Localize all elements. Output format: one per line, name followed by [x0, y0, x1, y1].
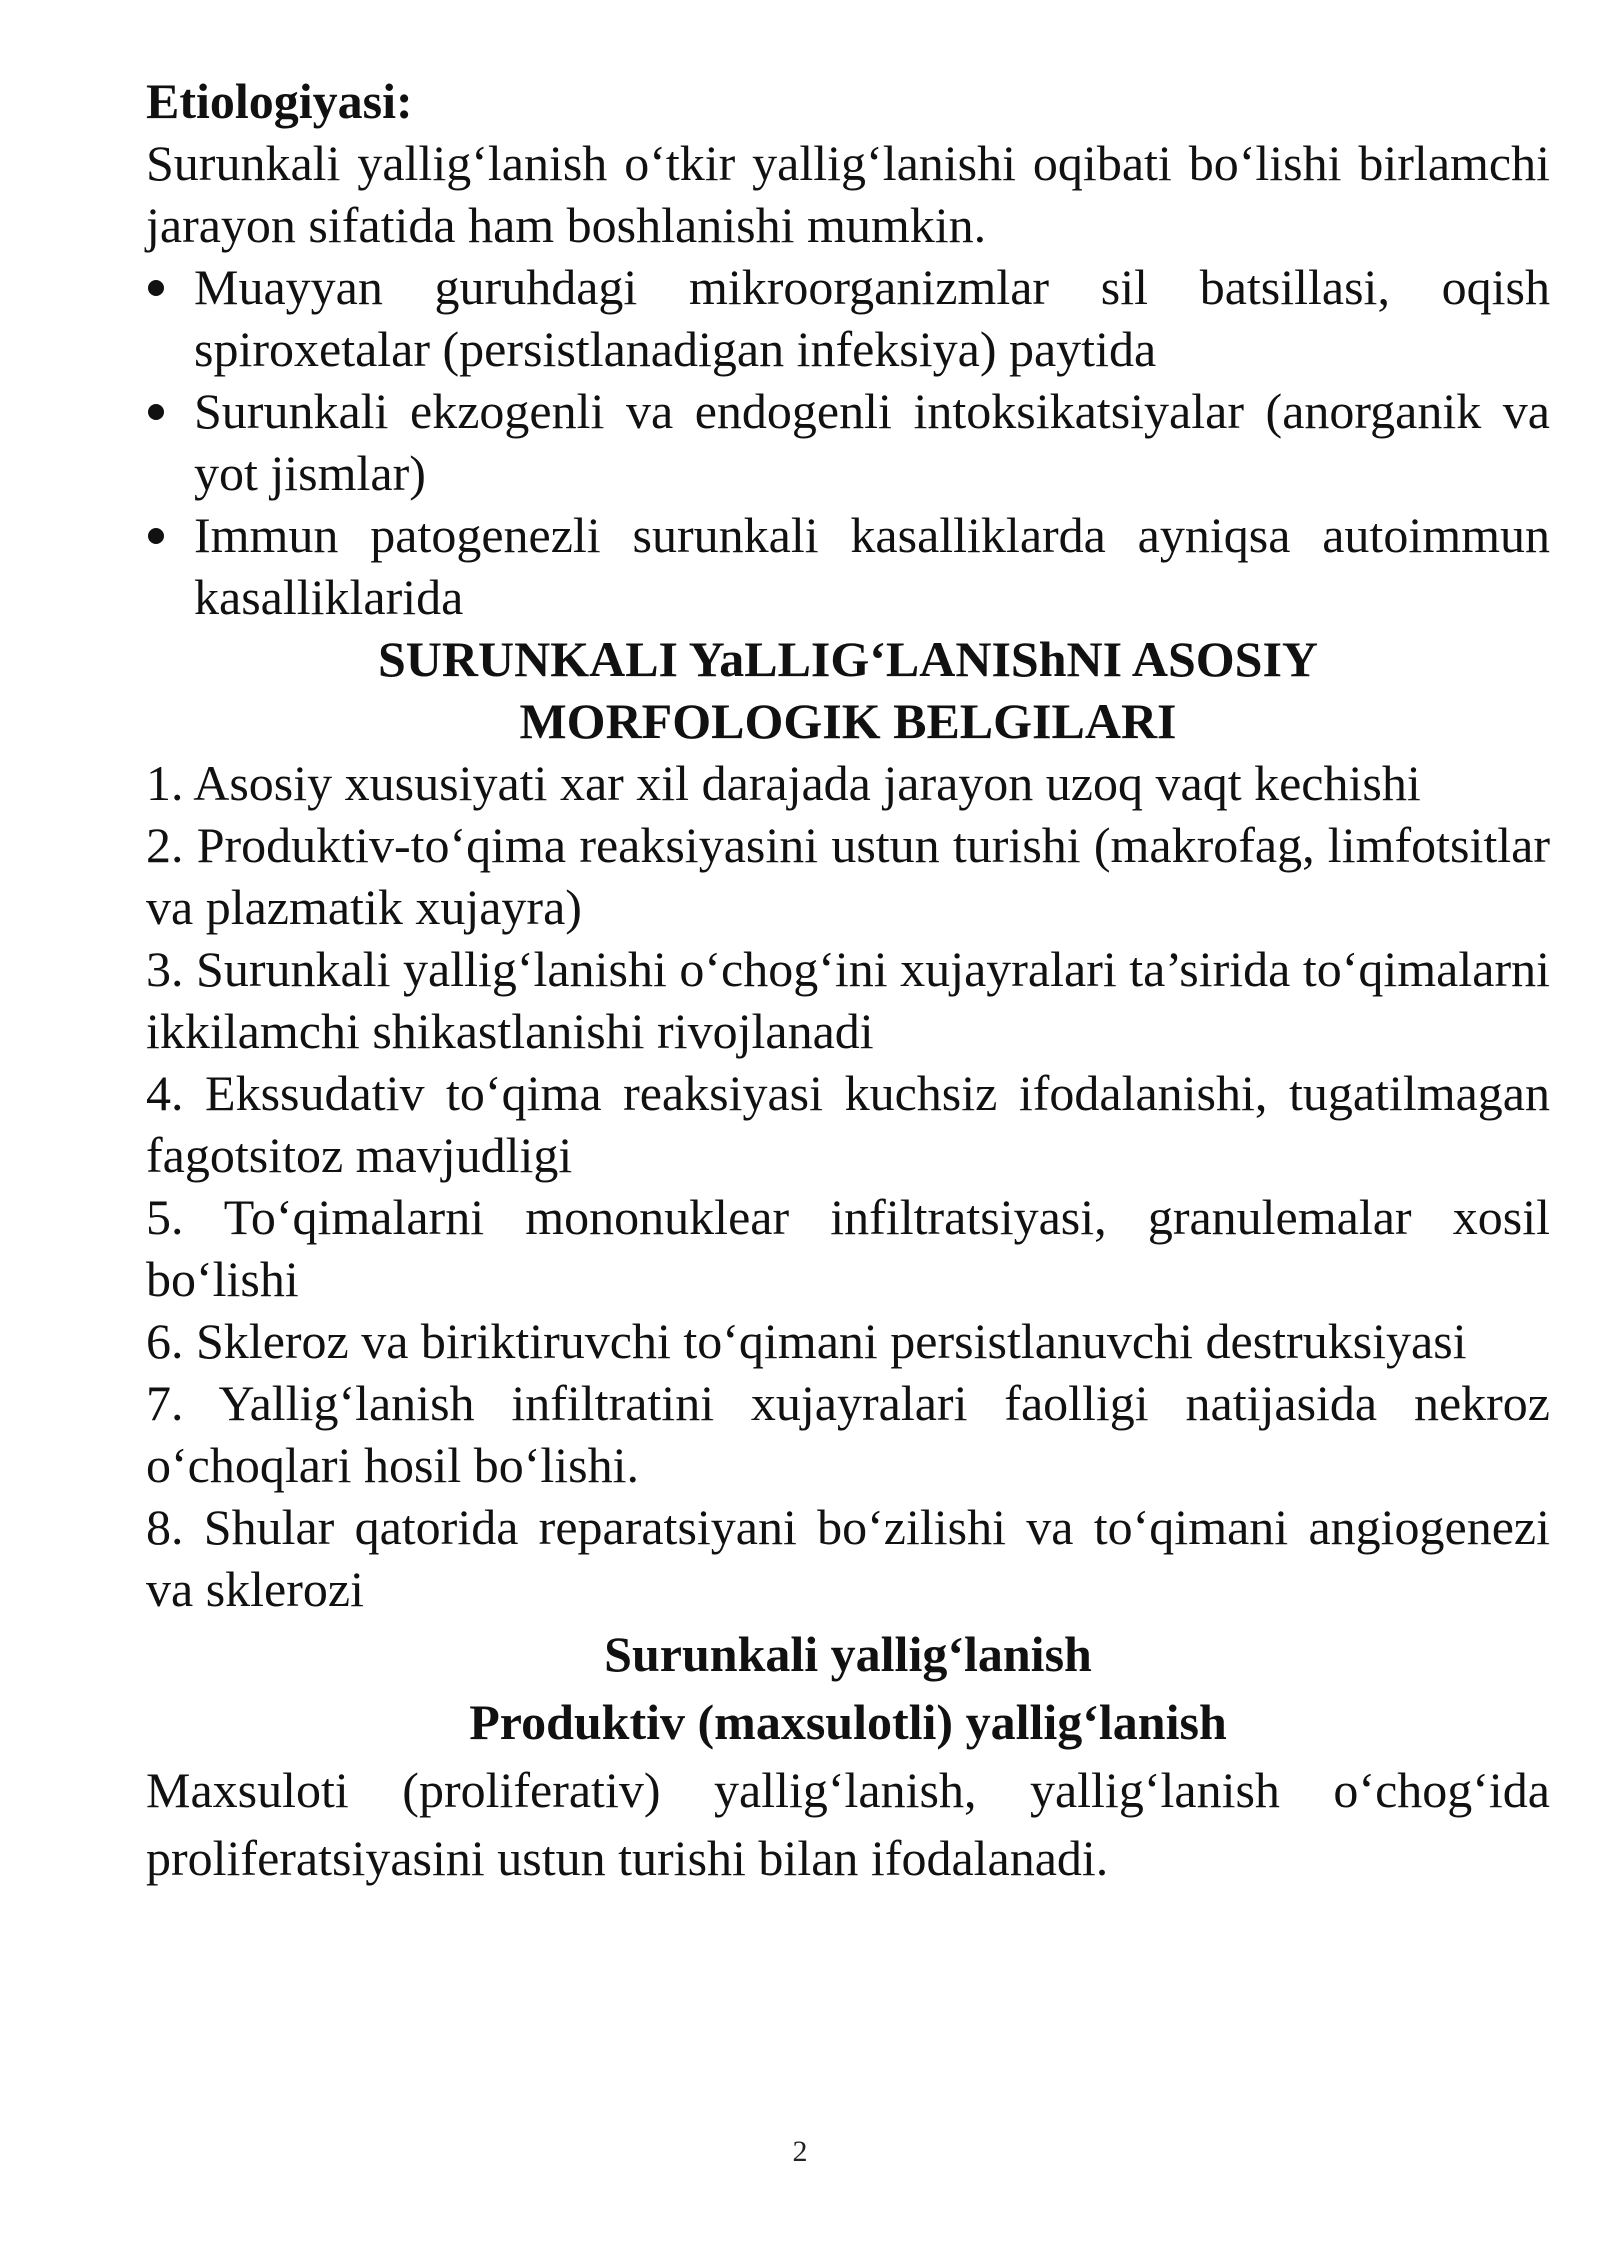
document-page [146, 70, 1550, 1892]
page-number: 2 [792, 2135, 808, 2168]
etiology-bullet-text: Immun patogenezli surunkali kasalliklarda ayniqsa autoimmun kasalliklarida [194, 507, 1550, 625]
morphology-item: 3. Surunkali yallig‘lanishi o‘chog‘ini xujayralari ta’sirida to‘qimalarni ikkilamchi shikastlanishi rivojlanadi [146, 941, 1550, 1059]
productive-paragraph: Maxsuloti (proliferativ) yallig‘lanish, yallig‘lanish o‘chog‘ida proliferatsiyasini ustun turishi bilan ifodalanadi. [146, 1762, 1550, 1886]
etiology-bullet [146, 256, 1550, 380]
morphology-item: 7. Yallig‘lanish infiltratini xujayralari faolligi natijasida nekroz o‘choqlari hosil bo‘lishi. [146, 1375, 1550, 1493]
morphology-item: 2. Produktiv-to‘qima reaksiyasini ustun turishi (makrofag, limfotsitlar va plazmatik xujayra) [146, 817, 1550, 935]
etiology-heading: Etiologiyasi: [146, 73, 413, 129]
morphology-item: 6. Skleroz va biriktiruvchi to‘qimani persistlanuvchi destruksiyasi [146, 1313, 1467, 1369]
etiology-bullet-text: Surunkali ekzogenli va endogenli intoksikatsiyalar (anorganik va yot jismlar) [194, 383, 1550, 501]
morphology-item: 5. To‘qimalarni mononuklear infiltratsiyasi, granulemalar xosil bo‘lishi [146, 1189, 1550, 1307]
bullet-dot-icon [148, 528, 164, 544]
morphology-item: 1. Asosiy xususiyati xar xil darajada jarayon uzoq vaqt kechishi [146, 755, 1421, 811]
morphology-title-line2: MORFOLOGIK BELGILARI [519, 693, 1177, 749]
morphology-item: 8. Shular qatorida reparatsiyani bo‘zilishi va to‘qimani angiogenezi va sklerozi [146, 1499, 1550, 1617]
etiology-bullet-text: Muayyan guruhdagi mikroorganizmlar sil batsillasi, oqish spiroxetalar (persistlanadigan infeksiya) paytida [194, 259, 1550, 377]
etiology-bullet [146, 380, 1550, 504]
etiology-intro: Surunkali yallig‘lanish o‘tkir yallig‘lanishi oqibati bo‘lishi birlamchi jarayon sifatida ham boshlanishi mumkin. [146, 135, 1550, 253]
productive-heading-1: Surunkali yallig‘lanish [604, 1626, 1092, 1682]
morphology-item: 4. Ekssudativ to‘qima reaksiyasi kuchsiz ifodalanishi, tugatilmagan fagotsitoz mavjudligi [146, 1065, 1550, 1183]
etiology-bullet [146, 504, 1550, 628]
bullet-dot-icon [148, 404, 164, 420]
productive-heading-2: Produktiv (maxsulotli) yallig‘lanish [469, 1694, 1227, 1750]
morphology-title-line1: SURUNKALI YaLLIG‘LANIShNI ASOSIY [377, 631, 1319, 687]
bullet-dot-icon [148, 280, 164, 296]
